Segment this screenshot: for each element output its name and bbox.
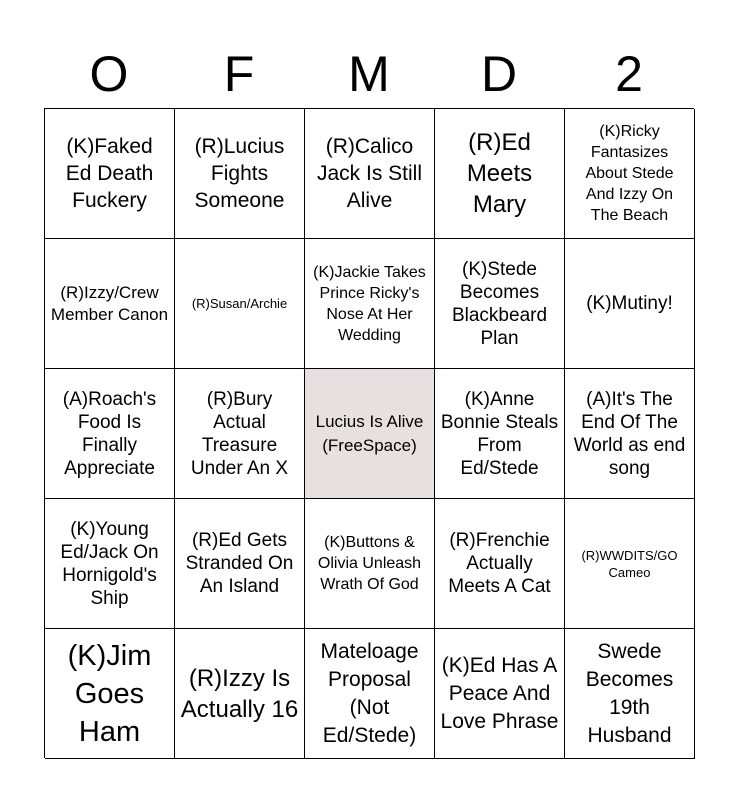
bingo-cell-r1c5[interactable] [565,109,695,239]
bingo-cell-text: (K)Jim Goes Ham [67,639,152,748]
bingo-cell-text: Swede Becomes 19th Husband [585,639,674,747]
bingo-cell-text: (K)Mutiny! [586,293,673,314]
bingo-cell-text: (A)It's The End Of The World as end song [573,388,686,479]
bingo-cell-text: (R)Ed Gets Stranded On An Island [185,530,294,597]
bingo-cell-r2c4[interactable] [435,239,565,369]
bingo-cell-r3c2[interactable] [175,369,305,499]
bingo-cell-r5c1[interactable] [45,629,175,759]
bingo-cell-text: (K)Stede Becomes Blackbeard Plan [451,258,548,349]
bingo-cell-text: (R)Izzy/Crew Member Canon [50,282,169,324]
bingo-cell-r2c5[interactable] [565,239,695,369]
bingo-cell-text: (R)Frenchie Actually Meets A Cat [448,530,551,597]
bingo-cell-free-space[interactable] [305,369,435,499]
bingo-cell-text: (R)Susan/Archie [191,296,288,311]
bingo-cell-text: (R)Lucius Fights Someone [194,135,285,212]
header-letter-d: D [480,46,518,102]
bingo-cell-text: (K)Jackie Takes Prince Ricky's Nose At Her Wedding [313,263,426,344]
bingo-cell-text: (R)Calico Jack Is Still Alive [316,135,423,212]
bingo-cell-r4c4[interactable] [435,499,565,629]
bingo-cell-text: (K)Buttons & Olivia Unleash Wrath Of God [317,534,422,593]
bingo-cell-text: (R)Izzy Is Actually 16 [180,664,299,723]
bingo-cell-text: Mateloage Proposal (Not Ed/Stede) [320,639,419,747]
bingo-cell-r2c1[interactable] [45,239,175,369]
bingo-cell-text: (K)Faked Ed Death Fuckery [65,135,154,212]
bingo-cell-text: (K)Young Ed/Jack On Hornigold's Ship [60,518,159,609]
bingo-cell-r4c5[interactable] [565,499,695,629]
header-number-2: 2 [615,46,643,102]
header-letter-f: F [223,46,255,102]
bingo-cell-text: (K)Ricky Fantasizes About Stede And Izzy On The Beach [585,123,674,224]
bingo-cell-r1c1[interactable] [45,109,175,239]
bingo-cell-text: (R)WWDITS/GO Cameo [581,547,678,580]
bingo-cell-text: (R)Ed Meets Mary [466,129,533,218]
bingo-cell-r5c5[interactable] [565,629,695,759]
bingo-cell-r4c3[interactable] [305,499,435,629]
bingo-cell-text: (A)Roach's Food Is Finally Appreciate [62,388,157,479]
header-letter-o: O [89,46,129,102]
bingo-header [44,40,694,108]
header-letter-m: M [348,46,390,102]
bingo-cell-r5c2[interactable] [175,629,305,759]
bingo-cell-r3c1[interactable] [45,369,175,499]
bingo-cell-r1c4[interactable] [435,109,565,239]
bingo-cell-r1c2[interactable] [175,109,305,239]
bingo-cell-text: (R)Bury Actual Treasure Under An X [190,388,289,479]
bingo-cell-r3c5[interactable] [565,369,695,499]
bingo-cell-r5c3[interactable] [305,629,435,759]
bingo-cell-r1c3[interactable] [305,109,435,239]
bingo-cell-r4c2[interactable] [175,499,305,629]
bingo-cell-r2c2[interactable] [175,239,305,369]
bingo-cell-text: (K)Anne Bonnie Steals From Ed/Stede [440,388,559,479]
bingo-cell-text: (K)Ed Has A Peace And Love Phrase [440,653,559,733]
bingo-cell-r4c1[interactable] [45,499,175,629]
bingo-cell-text: Lucius Is Alive (FreeSpace) [315,411,424,455]
bingo-card-grid [44,108,694,758]
bingo-cell-r2c3[interactable] [305,239,435,369]
bingo-cell-r3c4[interactable] [435,369,565,499]
bingo-cell-r5c4[interactable] [435,629,565,759]
